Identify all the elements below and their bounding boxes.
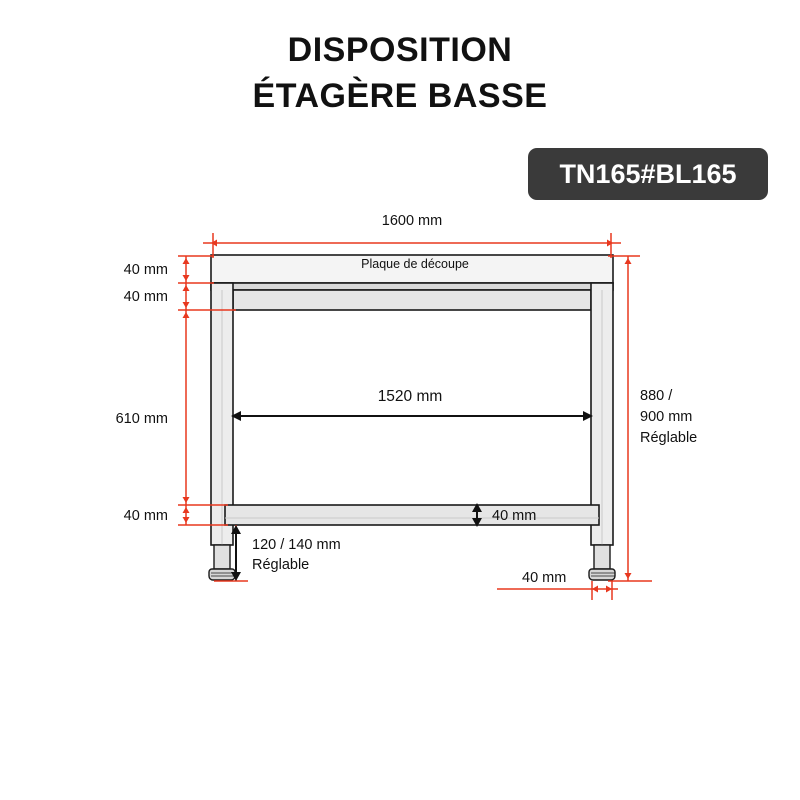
page-title-line1: DISPOSITION [287,31,513,69]
model-badge-label: TN165#BL165 [559,158,737,189]
dimension-label-shelf-span: 1520 mm [377,388,443,405]
adjustable-foot-left [209,545,235,580]
dimension-label-apron-height: 40 mm [123,289,168,305]
shelf-span-dimension [231,411,593,421]
lower-shelf [225,505,599,525]
dimension-label-shelf-thickness-right: 40 mm [492,508,537,524]
dimension-label-foot-width: 40 mm [522,570,567,586]
dimension-label-leg-clearance: 610 mm [115,411,168,427]
dimension-label-top-thickness: 40 mm [123,262,168,278]
dimension-label-top-width: 1600 mm [381,213,443,229]
page-title-line2: ÉTAGÈRE BASSE [252,77,548,115]
adjustable-foot-right [589,545,615,580]
dimension-label-total-height: 880 / [640,388,673,404]
worktop-label: Plaque de découpe [361,257,469,271]
dimension-label-total-height-2: 900 mm [640,409,693,425]
foot-adjust-dimension [231,525,241,581]
dimension-label-shelf-thickness-left: 40 mm [123,508,168,524]
dimension-label-total-height-note: Réglable [640,430,698,446]
dimension-label-foot-adjust: 120 / 140 mm [252,537,341,553]
table-apron [233,290,591,310]
dimension-label-foot-adjust-note: Réglable [252,557,310,573]
